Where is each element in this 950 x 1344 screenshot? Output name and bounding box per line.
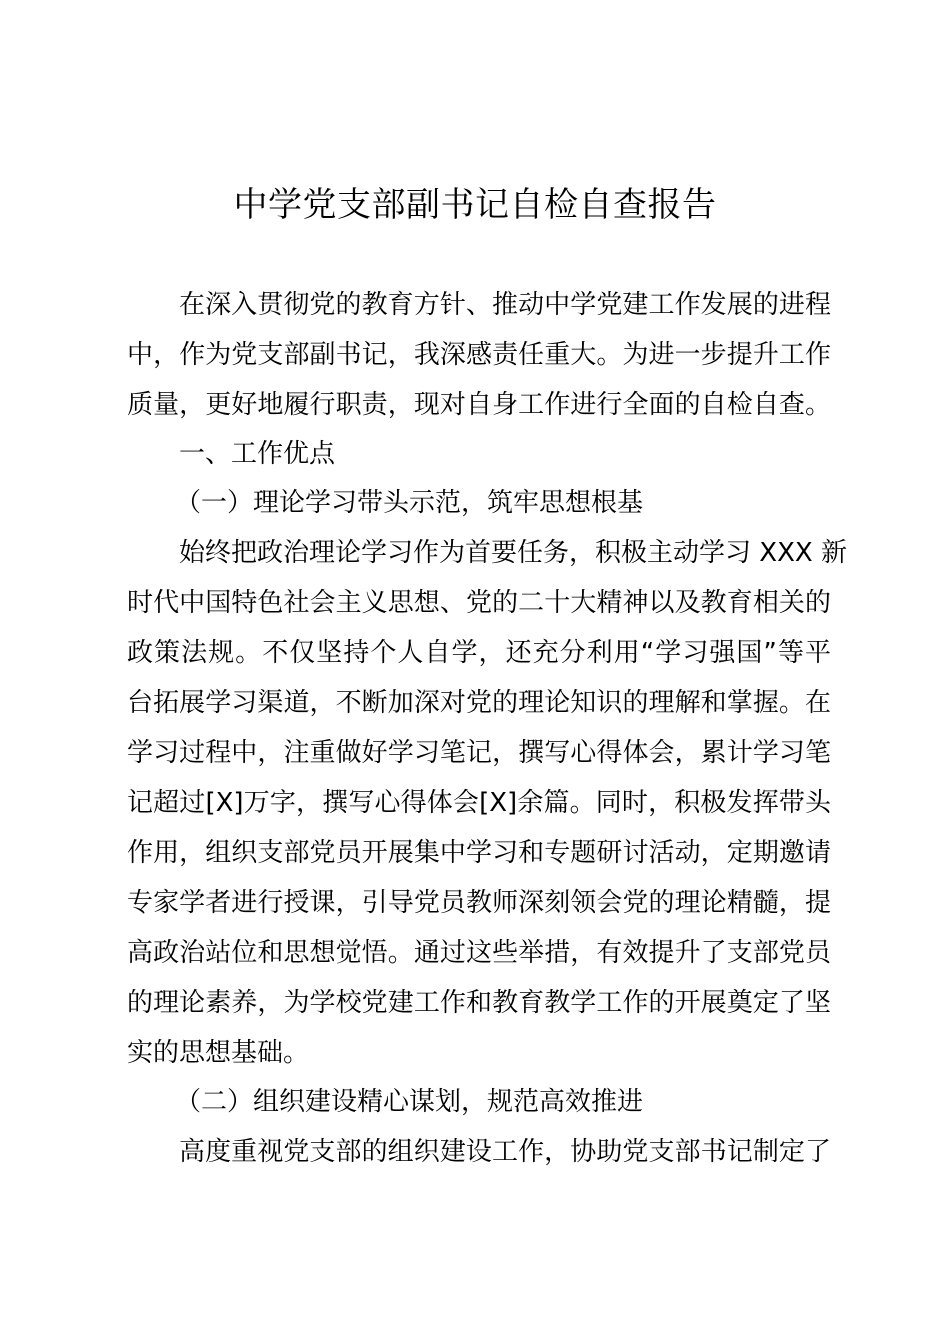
paragraph-line: 记超过[X]万字，撰写心得体会[X]余篇。同时，积极发挥带头 <box>127 788 831 818</box>
section-heading: 一、工作优点 <box>179 439 336 469</box>
paragraph-line: 实的思想基础。 <box>127 1038 310 1068</box>
paragraph-line: 政策法规。不仅坚持个人自学，还充分利用“学习强国”等平 <box>127 638 831 668</box>
paragraph-line: 高度重视党支部的组织建设工作，协助党支部书记制定了 <box>179 1137 831 1167</box>
paragraph-line: 专家学者进行授课，引导党员教师深刻领会党的理论精髓，提 <box>127 888 831 918</box>
subsection-heading: （一）理论学习带头示范，筑牢思想根基 <box>175 488 644 518</box>
paragraph-line: 始终把政治理论学习作为首要任务，积极主动学习 XXX 新 <box>179 538 847 568</box>
paragraph-line: 在深入贯彻党的教育方针、推动中学党建工作发展的进程 <box>179 290 831 320</box>
paragraph-line: 质量，更好地履行职责，现对自身工作进行全面的自检自查。 <box>127 390 831 420</box>
paragraph-line: 时代中国特色社会主义思想、党的二十大精神以及教育相关的 <box>127 588 831 618</box>
paragraph-line: 高政治站位和思想觉悟。通过这些举措，有效提升了支部党员 <box>127 938 831 968</box>
paragraph-line: 的理论素养，为学校党建工作和教育教学工作的开展奠定了坚 <box>127 988 831 1018</box>
paragraph-line: 学习过程中，注重做好学习笔记，撰写心得体会，累计学习笔 <box>127 738 831 768</box>
document-title: 中学党支部副书记自检自查报告 <box>233 185 717 225</box>
paragraph-line: 中，作为党支部副书记，我深感责任重大。为进一步提升工作 <box>127 340 831 370</box>
paragraph-line: 台拓展学习渠道，不断加深对党的理论知识的理解和掌握。在 <box>127 688 831 718</box>
subsection-heading: （二）组织建设精心谋划，规范高效推进 <box>175 1087 644 1117</box>
paragraph-line: 作用，组织支部党员开展集中学习和专题研讨活动，定期邀请 <box>127 838 831 868</box>
